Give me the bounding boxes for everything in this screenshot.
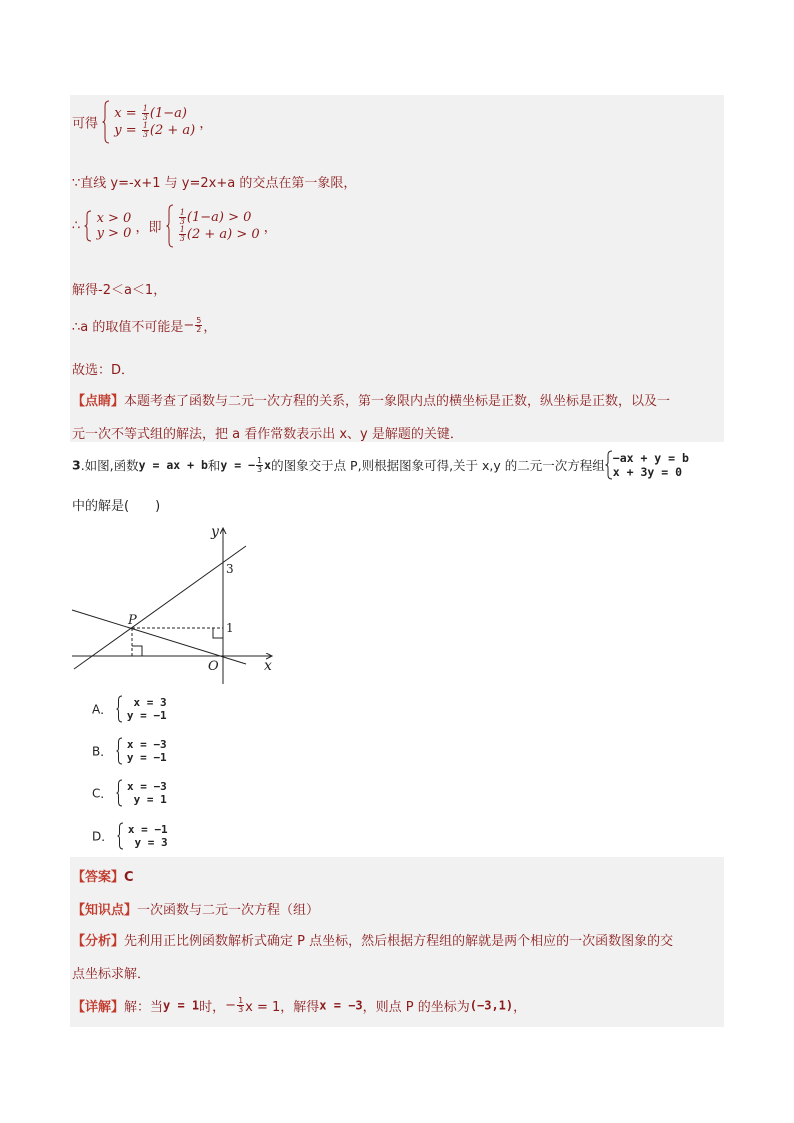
analysis-text-1: 先利用正比例函数解析式确定 P 点坐标，然后根据方程组的解就是两个相应的一次函数图象的交 (124, 934, 674, 949)
fraction-num: 1 (142, 104, 148, 113)
eq-y-lhs: y = (114, 123, 137, 138)
label-1: 1 (226, 621, 234, 635)
analysis-line-2: 点坐标求解． (72, 967, 151, 982)
left-brace-icon (605, 450, 613, 480)
ineq-a-rest: (1−a) > 0 (186, 210, 252, 225)
solution-line-4: 解得-2＜a＜1， (72, 283, 167, 298)
inequality-system-1 (97, 211, 132, 241)
solution-line3-mid: ，即 (135, 220, 162, 236)
function-1: y = ax + b (138, 458, 208, 472)
solution-line-6: 故选：D． (72, 363, 135, 378)
fraction-den: 3 (257, 464, 263, 474)
fraction-one-third (237, 997, 244, 1014)
detail-text-4: ，则点 P 的坐标为 (362, 1000, 470, 1015)
detail-tag: 【详解】 (72, 1000, 125, 1015)
answer-tag: 【答案】 (72, 870, 125, 885)
system-eq-y (114, 122, 195, 139)
option-system (127, 696, 167, 722)
ineq-a (178, 209, 260, 226)
option-letter: B． (92, 744, 113, 759)
option-d[interactable] (92, 822, 168, 850)
left-brace-icon (117, 822, 124, 850)
label-x: x (264, 658, 272, 674)
fraction-num: 1 (142, 121, 148, 130)
line-ax-plus-b (74, 546, 246, 669)
analysis-tag: 【分析】 (72, 934, 125, 949)
option-letter: A． (92, 702, 113, 717)
fraction-den: 2 (196, 325, 202, 334)
left-brace-icon (116, 737, 123, 765)
fraction-den: 3 (179, 217, 185, 226)
inequality-system-2 (178, 209, 260, 243)
solution-line3-suffix: ， (263, 220, 277, 236)
question-line-2: 中的解是( ) (72, 499, 161, 514)
fraction-den: 3 (179, 234, 185, 243)
option-letter: C． (92, 786, 113, 801)
eq-y-rest: (2 + a) (149, 123, 196, 138)
solution-line5-prefix: ∴a 的取值不可能是 (72, 320, 184, 335)
answer-line (72, 866, 134, 885)
fraction-num: 1 (238, 996, 244, 1005)
option-a[interactable] (92, 695, 167, 723)
fraction-num: 1 (257, 455, 263, 465)
therefore-symbol: ∴ (72, 218, 81, 234)
option-system (128, 823, 168, 849)
label-p: P (128, 613, 137, 628)
analysis-line-1 (72, 930, 673, 949)
ineq-y: y > 0 (96, 226, 132, 241)
minus-sign: − (225, 998, 237, 1013)
solution-line1-suffix: ， (199, 116, 213, 132)
eq-x-lhs: x = (114, 106, 137, 121)
fraction-one-third (179, 226, 186, 243)
ineq-x: x > 0 (96, 211, 132, 226)
option-system (127, 780, 167, 806)
option-eq-2: y = −1 (126, 709, 167, 722)
ineq-b-rest: (2 + a) > 0 (186, 227, 260, 242)
fraction-one-third (142, 105, 149, 122)
left-brace-icon (102, 100, 110, 144)
comment-line-2: 元一次不等式组的解法，把 a 看作常数表示出 x、y 是解题的关键． (72, 427, 463, 442)
comment-text-1: 本题考查了函数与二元一次方程的关系，第一象限内点的横坐标是正数，纵坐标是正数，以及一 (124, 394, 671, 409)
left-brace-icon (84, 210, 92, 242)
label-y: y (211, 524, 219, 540)
fraction-five-halves (195, 317, 202, 334)
fraction-num: 1 (179, 225, 185, 234)
fraction-den: 3 (142, 113, 148, 122)
eq-x-rest: (1−a) (149, 106, 187, 121)
fraction-num: 5 (196, 316, 202, 325)
detail-text-3: x = 1，解得 (245, 1000, 320, 1015)
left-brace-icon (166, 204, 174, 248)
detail-eq-1: y = 1 (163, 998, 200, 1013)
solution-line-5 (72, 316, 216, 335)
ineq-b (178, 226, 260, 243)
question-text-2: 和 (207, 458, 221, 473)
option-system (127, 738, 167, 764)
option-c[interactable] (92, 779, 167, 807)
option-eq-1: x = −3 (126, 738, 167, 751)
system-eq-1: −ax + y = b (612, 451, 689, 465)
knowledge-text: 一次函数与二元一次方程（组） (137, 903, 320, 918)
right-angle-mark-x (132, 646, 142, 656)
solution-line1-prefix: 可得 (72, 116, 99, 132)
detail-line (72, 996, 526, 1022)
comment-line-1 (72, 390, 670, 409)
fraction-one-third (142, 122, 149, 139)
label-3: 3 (226, 562, 234, 576)
solution-line5-suffix: ， (203, 320, 217, 335)
question-text-3: 的图象交于点 P,则根据图象可得,关于 x,y 的二元一次方程组 (271, 458, 605, 473)
answer-value: C (124, 870, 134, 885)
option-eq-2: y = 3 (127, 836, 168, 849)
fraction-one-third (179, 209, 186, 226)
option-eq-1: x = −3 (127, 780, 167, 793)
solution-line-1 (72, 100, 212, 150)
system-eq-x (114, 105, 195, 122)
function-2-prefix: y = − (220, 458, 256, 472)
right-angle-mark-y (213, 628, 223, 638)
solution-line-2: ∵直线 y=-x+1 与 y=2x+a 的交点在第一象限， (72, 176, 357, 191)
solution-line-3 (72, 204, 277, 254)
function-2-suffix: x (264, 458, 272, 472)
detail-eq-2: x = −3 (319, 998, 363, 1013)
solution-line1-system (114, 105, 195, 139)
function-graph (68, 518, 283, 688)
comment-tag: 【点睛】 (72, 394, 125, 409)
fraction-den: 3 (238, 1005, 244, 1014)
left-brace-icon (116, 695, 123, 723)
question-line-1 (72, 450, 689, 482)
minus-sign: − (183, 318, 195, 333)
detail-text-2: 时， (199, 1000, 226, 1015)
label-origin: O (208, 659, 219, 674)
option-b[interactable] (92, 737, 167, 765)
detail-text-5: ， (513, 1000, 527, 1015)
option-letter: D． (92, 829, 114, 844)
fraction-num: 1 (179, 208, 185, 217)
fraction-den: 3 (142, 130, 148, 139)
system-eq-2: x + 3y = 0 (612, 465, 683, 479)
knowledge-line (72, 899, 319, 918)
option-eq-1: x = −1 (127, 823, 168, 836)
fraction-one-third (256, 457, 263, 474)
left-brace-icon (116, 779, 123, 807)
detail-coordinate: (−3,1) (469, 998, 514, 1013)
option-eq-2: y = 1 (127, 793, 167, 806)
question-number: 3 (72, 457, 81, 473)
detail-text-1: 解：当 (124, 1000, 164, 1015)
knowledge-tag: 【知识点】 (72, 903, 138, 918)
option-eq-2: y = −1 (126, 751, 167, 764)
option-eq-1: x = 3 (126, 696, 167, 709)
equation-system (613, 451, 689, 479)
question-text-1: .如图,函数 (80, 458, 139, 473)
